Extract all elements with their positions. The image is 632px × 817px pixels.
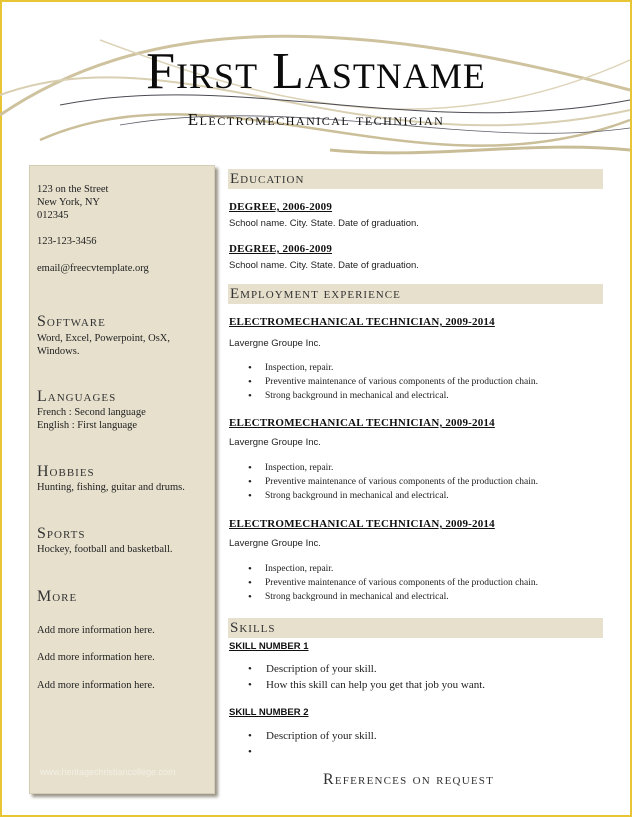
software-text: Windows. <box>37 346 80 357</box>
address-line: 012345 <box>37 210 69 221</box>
job-title: ELECTROMECHANICAL TECHNICIAN, 2009-2014 <box>229 417 495 429</box>
education-heading: Education <box>228 169 603 189</box>
skill-title: SKILL NUMBER 1 <box>229 641 309 652</box>
sports-text: Hockey, football and basketball. <box>37 544 173 555</box>
employment-heading: Employment experience <box>228 284 603 304</box>
job-bullets <box>248 562 538 604</box>
address-line: New York, NY <box>37 197 101 208</box>
job-bullet: • Preventive maintenance of various components of the production chain. <box>248 576 538 590</box>
watermark-url: www.heritagechristiancollege.com <box>40 767 176 777</box>
skill-title: SKILL NUMBER 2 <box>229 707 309 718</box>
more-item: Add more information here. <box>37 652 155 663</box>
hobbies-heading: Hobbies <box>37 463 95 480</box>
skill-item: • How this skill can help you get that job you want. <box>248 677 485 693</box>
job-bullets <box>248 461 538 503</box>
degree-detail: School name. City. State. Date of graduation. <box>229 260 419 271</box>
candidate-role: Electromechanical technician <box>187 110 445 129</box>
job-bullet: • Inspection, repair. <box>248 562 538 576</box>
more-item: Add more information here. <box>37 625 155 636</box>
sports-heading: Sports <box>37 525 86 542</box>
degree-title: DEGREE, 2006-2009 <box>229 201 333 213</box>
job-title: ELECTROMECHANICAL TECHNICIAN, 2009-2014 <box>229 518 495 530</box>
language-item: French : Second language <box>37 407 146 418</box>
job-bullet: • Strong background in mechanical and electrical. <box>248 590 538 604</box>
skills-heading: Skills <box>228 618 603 638</box>
job-bullet: • Inspection, repair. <box>248 461 538 475</box>
languages-heading: Languages <box>37 388 117 405</box>
job-bullet: • Strong background in mechanical and electrical. <box>248 389 538 403</box>
references-note: References on request <box>323 771 494 788</box>
software-heading: Software <box>37 313 106 330</box>
more-item: Add more information here. <box>37 680 155 691</box>
candidate-name: First Lastname <box>146 43 486 100</box>
address-line: 123 on the Street <box>37 184 109 195</box>
skill-item: • Description of your skill. <box>248 728 377 744</box>
sidebar-panel <box>29 165 215 794</box>
company-name: Lavergne Groupe Inc. <box>229 437 321 448</box>
hobbies-text: Hunting, fishing, guitar and drums. <box>37 482 185 493</box>
job-bullet: • Preventive maintenance of various components of the production chain. <box>248 475 538 489</box>
wave-gold-5 <box>330 147 630 153</box>
job-bullet: • Inspection, repair. <box>248 361 538 375</box>
language-item: English : First language <box>37 420 138 431</box>
skill-item: • Description of your skill. <box>248 661 485 677</box>
phone-number: 123-123-3456 <box>37 236 97 247</box>
job-bullets <box>248 361 538 403</box>
job-bullet: • Preventive maintenance of various components of the production chain. <box>248 375 538 389</box>
job-bullet: • Strong background in mechanical and electrical. <box>248 489 538 503</box>
job-title: ELECTROMECHANICAL TECHNICIAN, 2009-2014 <box>229 316 495 328</box>
degree-title: DEGREE, 2006-2009 <box>229 243 333 255</box>
degree-detail: School name. City. State. Date of graduation. <box>229 218 419 229</box>
skill-items <box>248 661 485 693</box>
company-name: Lavergne Groupe Inc. <box>229 538 321 549</box>
email-address: email@freecvtemplate.org <box>37 263 149 274</box>
software-text: Word, Excel, Powerpoint, OsX, <box>37 333 171 344</box>
skill-item <box>248 744 377 760</box>
company-name: Lavergne Groupe Inc. <box>229 338 321 349</box>
more-heading: More <box>37 588 78 605</box>
skill-items <box>248 728 377 760</box>
